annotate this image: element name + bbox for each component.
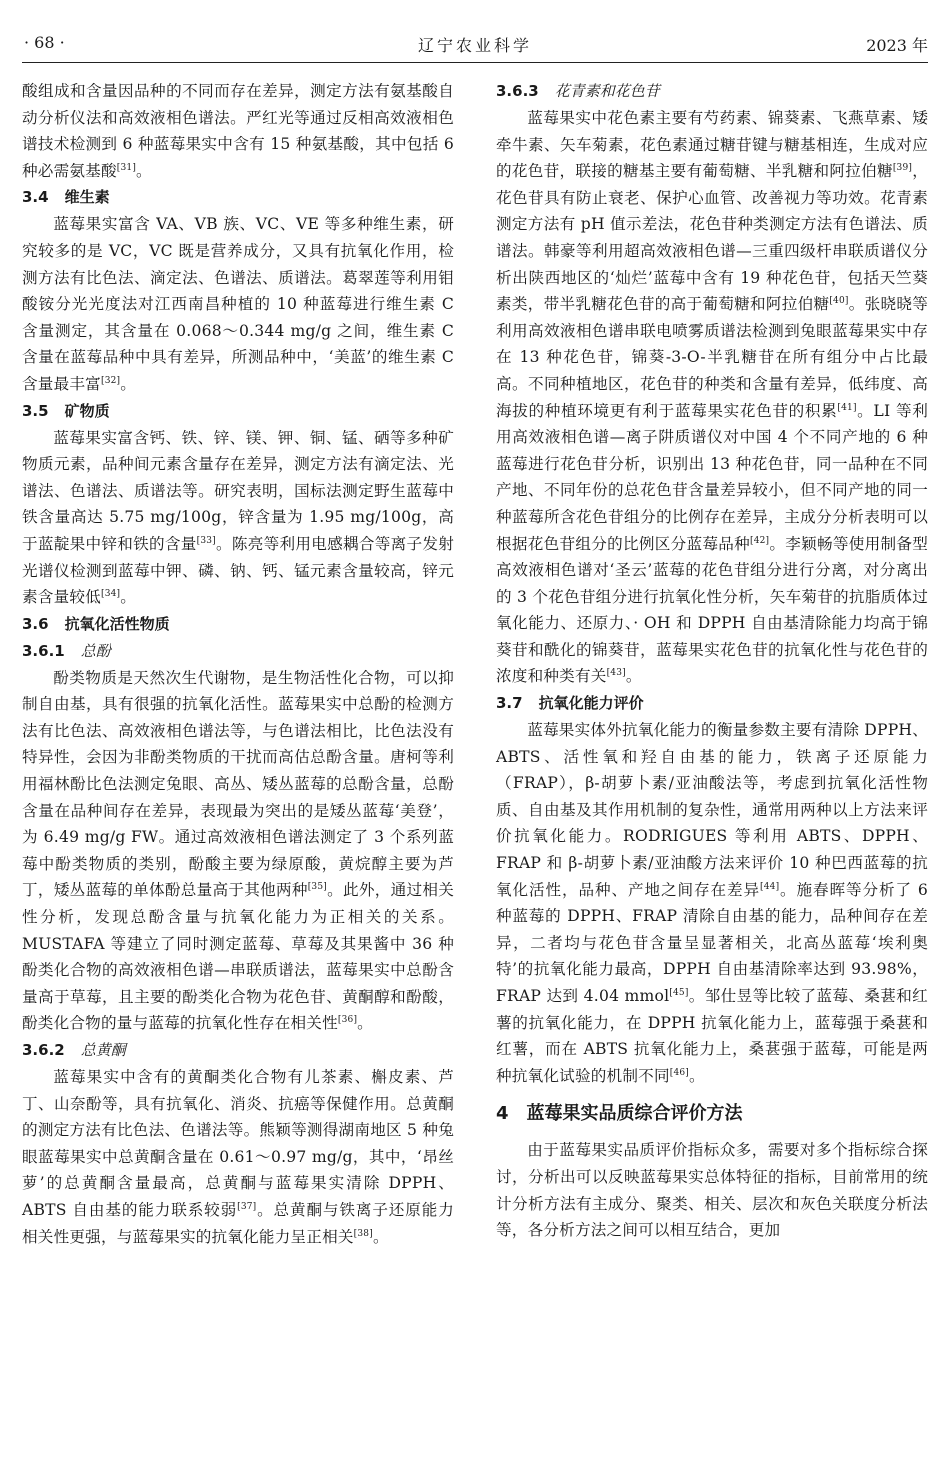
citation[interactable]: [32] <box>100 375 121 386</box>
paragraph-total-phenols: 酚类物质是天然次生代谢物，是生物活性化合物，可以抑制自由基，具有很强的抗氧化活性。蓝莓果实中总酚的检测方法有比色法、高效液相色谱法等，与色谱法相比，比色法没有特异性，会因为非酚类物质的干扰而高估总酚含量。唐柯等利用福林酚比色法测定兔眼、高丛、矮丛蓝莓的总酚含量，总酚含量在品种间存在差异，表现最为突出的是矮丛蓝莓‘美登’，为 6.49 mg/g FW。通过高效液相色谱法测定了 3 个系列蓝莓中酚类物质的类别，酚酸主要为绿原酸，黄烷醇主要为芦丁，矮丛蓝莓的单体酚总量高于其他两种[35]。此外，通过相关性分析，发现总酚含量与抗氧化能力为正相关的关系。MUSTAFA 等建立了同时测定蓝莓、草莓及其果酱中 36 种酚类化合物的高效液相色谱—串联质谱法，蓝莓果实中总酚含量高于草莓，且主要的酚类化合物为花色苷、黄酮醇和酚酸，酚类化合物的量与蓝莓的抗氧化性存在相关性[36]。 <box>22 668 454 1033</box>
left-column <box>22 78 454 1250</box>
citation[interactable]: [31] <box>116 162 137 173</box>
citation[interactable]: [45] <box>669 987 689 998</box>
page-number: · 68 · <box>24 33 65 52</box>
citation[interactable]: [39] <box>892 163 913 173</box>
citation[interactable]: [44] <box>760 881 780 892</box>
citation[interactable]: [38] <box>353 1228 373 1239</box>
section-heading-vitamins: 3.4 维生素 <box>22 188 110 207</box>
citation[interactable]: [34] <box>100 588 121 599</box>
issue-year: 2023 年 <box>866 36 928 55</box>
citation[interactable]: [41] <box>837 402 857 413</box>
running-header <box>22 28 928 63</box>
journal-title: 辽宁农业科学 <box>417 36 532 55</box>
paragraph-vitamins: 蓝莓果实富含 VA、VB 族、VC、VE 等多种维生素，研究较多的是 VC，VC 既是营养成分，又具有抗氧化作用，检测方法有比色法、滴定法、色谱法、质谱法。葛翠莲等利用钼酸铵分光光度法对江西南昌种植的 10 种蓝莓进行维生素 C 含量测定，其含量在 0.068～0.344 mg/g 之间，维生素 C 含量在蓝莓品种中具有差异，所测品种中，‘美蓝’的维生素 C 含量最丰富[32]。 <box>22 215 454 393</box>
citation[interactable]: [42] <box>749 535 770 546</box>
citation[interactable]: [36] <box>337 1015 358 1026</box>
paragraph-comprehensive-evaluation: 由于蓝莓果实品质评价指标众多，需要对多个指标综合探讨，分析出可以反映蓝莓果实总体特征的指标，目前常用的统计分析方法有主成分、聚类、相关、层次和灰色关联度分析法等，各分析方法之间可以相互结合，更加 <box>496 1141 928 1240</box>
section-heading-comprehensive-evaluation: 4 蓝莓果实品质综合评价方法 <box>496 1103 743 1125</box>
citation[interactable]: [35] <box>307 882 327 893</box>
citation[interactable]: [46] <box>669 1067 690 1078</box>
right-column <box>496 78 928 1244</box>
paragraph-antioxidant-evaluation: 蓝莓果实体外抗氧化能力的衡量参数主要有清除 DPPH、ABTS、活性氧和羟自由基的能力，铁离子还原能力（FRAP），β-胡萝卜素/亚油酸法等，考虑到抗氧化活性物质、自由基及其作用机制的复杂性，通常用两种以上方法来评价抗氧化能力。RODRIGUES 等利用 ABTS、DPPH、FRAP 和 β-胡萝卜素/亚油酸方法来评价 10 种巴西蓝莓的抗氧化活性，品种、产地之间存在差异[44]。施春晖等分析了 6 种蓝莓的 DPPH、FRAP 清除自由基的能力，品种间存在差异，二者均与花色苷含量呈显著相关，北高丛蓝莓‘埃利奥特’的抗氧化能力最高，DPPH 自由基清除率达到 93.98%，FRAP 达到 4.04 mmol[45]。邹仕昱等比较了蓝莓、桑葚和红薯的抗氧化能力，在 DPPH 抗氧化能力上，蓝莓强于桑葚和红薯，而在 ABTS 抗氧化能力上，桑葚强于蓝莓，可能是两种抗氧化试验的机制不同[46]。 <box>496 721 928 1085</box>
paragraph-total-flavonoids: 蓝莓果实中含有的黄酮类化合物有儿茶素、槲皮素、芦丁、山奈酚等，具有抗氧化、消炎、抗癌等保健作用。总黄酮的测定方法有比色法、色谱法等。熊颖等测得湖南地区 5 种兔眼蓝莓果实中总黄酮含量在 0.61～0.97 mg/g，其中，‘昂丝萝’的总黄酮含量最高，总黄酮与蓝莓果实清除 DPPH、ABTS 自由基的能力联系较弱[37]。总黄酮与铁离子还原能力相关性更强，与蓝莓果实的抗氧化能力呈正相关[38]。 <box>22 1068 454 1246</box>
paragraph-anthocyanins: 蓝莓果实中花色素主要有芍药素、锦葵素、飞燕草素、矮牵牛素、矢车菊素，花色素通过糖苷键与糖基相连，生成对应的花色苷，联接的糖基主要有葡萄糖、半乳糖和阿拉伯糖[39]，花色苷具有防止衰老、保护心血管、改善视力等功效。花青素测定方法有 pH 值示差法，花色苷种类测定方法有色谱法、质谱法。韩豪等利用超高效液相色谱—三重四级杆串联质谱仪分析出陕西地区的‘灿烂’蓝莓中含有 19 种花色苷，包括天竺葵素类，带半乳糖花色苷的高于葡萄糖和阿拉伯糖[40]。张晓晓等利用高效液相色谱串联电喷雾质谱法检测到兔眼蓝莓果实中存在 13 种花色苷，锦葵-3-O-半乳糖苷在所有组分中占比最高。不同种植地区，花色苷的种类和含量有差异，低纬度、高海拔的种植环境更有利于蓝莓果实花色苷的积累[41]。LI 等利用高效液相色谱—离子阱质谱仪对中国 4 个不同产地的 6 种蓝莓进行花色苷分析，识别出 13 种花色苷，同一品种在不同产地、不同年份的总花色苷含量差异较小，但不同产地的同一种蓝莓所含花色苷组分的比例存在差异，主成分分析表明可以根据花色苷组分的比例区分蓝莓品种[42]。李颖畅等使用制备型高效液相色谱对‘圣云’蓝莓的花色苷组分进行分离，对分离出的 3 个花色苷组分进行抗氧化性分析，矢车菊苷的抗脂质体过氧化能力、还原力、· OH 和 DPPH 自由基清除能力均高于锦葵苷和酰化的锦葵苷，蓝莓果实花色苷的抗氧化性与花色苷的浓度和种类有关[43]。 <box>496 109 928 686</box>
citation[interactable]: [40] <box>829 295 849 306</box>
paragraph-amino-acids: 酸组成和含量因品种的不同而存在差异，测定方法有氨基酸自动分析仪法和高效液相色谱法。严红光等通过反相高效液相色谱技术检测到 6 种蓝莓果实中含有 15 种氨基酸，其中包括 6 种必需氨基酸[31]。 <box>22 82 454 180</box>
section-heading-antioxidants: 3.6 抗氧化活性物质 <box>22 614 170 633</box>
section-heading-antioxidant-evaluation: 3.7 抗氧化能力评价 <box>496 694 644 713</box>
subsection-heading-total-phenols: 3.6.1 总酚 <box>22 641 111 660</box>
section-heading-minerals: 3.5 矿物质 <box>22 401 110 420</box>
paragraph-minerals: 蓝莓果实富含钙、铁、锌、镁、钾、铜、锰、硒等多种矿物质元素，品种间元素含量存在差异，测定方法有滴定法、光谱法、色谱法、质谱法等。研究表明，国标法测定野生蓝莓中铁含量高达 5.75 mg/100g，锌含量为 1.95 mg/100g，高于蓝靛果中锌和铁的含量[33]。陈亮等利用电感耦合等离子发射光谱仪检测到蓝莓中钾、磷、钠、钙、锰元素含量较高，锌元素含量较低[34]。 <box>22 428 454 607</box>
subsection-heading-total-flavonoids: 3.6.2 总黄酮 <box>22 1041 126 1059</box>
citation[interactable]: [37] <box>237 1201 257 1212</box>
citation[interactable]: [43] <box>606 668 626 679</box>
citation[interactable]: [33] <box>196 535 216 546</box>
subsection-heading-anthocyanins: 3.6.3 花青素和花色苷 <box>496 82 660 100</box>
